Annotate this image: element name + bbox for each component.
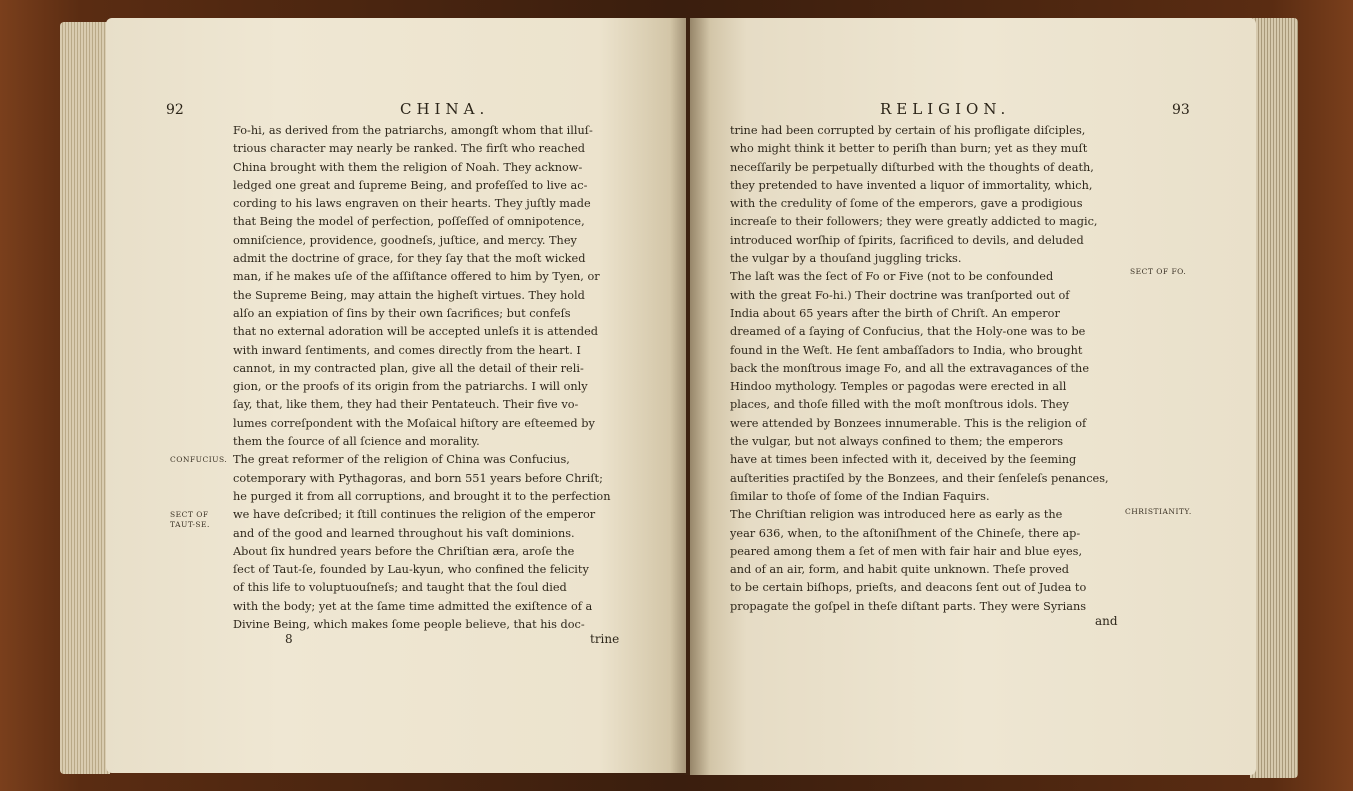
- left-page-line: cannot, in my contracted plan, give all the detail of their reli-: [233, 361, 584, 375]
- right-page-line: introduced worſhip of ſpirits, ſacrificed to devils, and deluded: [730, 233, 1084, 247]
- right-page-line: auſterities practiſed by the Bonzees, and their ſenſeleſs penances,: [730, 471, 1109, 485]
- right-page-line: and of an air, form, and habit quite unknown. Theſe proved: [730, 563, 1070, 577]
- right-page-line: to be certain biſhops, prieſts, and deacons ſent out of Judea to: [730, 581, 1087, 595]
- left-page-text: [233, 122, 615, 634]
- left-page-line: gion, or the proofs of its origin from the patriarchs. I will only: [233, 380, 588, 394]
- running-head-right: RELIGION.: [880, 100, 1011, 118]
- right-page-line: the vulgar by a thouſand juggling tricks.: [730, 252, 962, 266]
- left-page-line: alſo an expiation of ſins by their own ſacrifices; but confeſs: [233, 306, 571, 320]
- running-head-left: CHINA.: [400, 100, 490, 118]
- left-page-line: The great reformer of the religion of China was Confucius,: [233, 453, 570, 467]
- catchword-left: trine: [590, 632, 620, 646]
- left-page-line: the Supreme Being, may attain the higheſt virtues. They hold: [233, 288, 585, 302]
- right-page-line: The laſt was the ſect of Fo or Five (not to be confounded: [730, 270, 1054, 284]
- left-page-line: them the ſource of all ſcience and morality.: [233, 435, 480, 449]
- right-page-line: back the monſtrous image Fo, and all the extravagances of the: [730, 361, 1090, 375]
- left-page-line: ledged one great and ſupreme Being, and profeſſed to live ac-: [233, 178, 588, 192]
- right-page-line: The Chriſtian religion was introduced here as early as the: [730, 508, 1063, 522]
- book-gutter: [670, 18, 710, 775]
- right-page-line: the vulgar, but not always confined to them; the emperors: [730, 435, 1064, 449]
- left-page-line: About ſix hundred years before the Chriſtian æra, aroſe the: [233, 544, 575, 558]
- page-number-left: 92: [166, 102, 184, 118]
- right-page-line: with the great Fo-hi.) Their doctrine was tranſported out of: [730, 288, 1070, 302]
- right-page-line: propagate the goſpel in theſe diſtant parts. They were Syrians: [730, 599, 1087, 613]
- right-page-line: dreamed of a ſaying of Confucius, that the Holy-one was to be: [730, 325, 1086, 339]
- left-page-line: China brought with them the religion of Noah. They acknow-: [233, 160, 583, 174]
- left-page-line: omniſcience, providence, goodneſs, juſtice, and mercy. They: [233, 233, 577, 247]
- right-page-line: were attended by Bonzees innumerable. This is the religion of: [730, 416, 1087, 430]
- catchword-right: and: [1095, 614, 1118, 628]
- right-page-line: Hindoo mythology. Temples or pagodas were erected in all: [730, 380, 1067, 394]
- right-page-line: found in the Weſt. He ſent ambaſſadors to India, who brought: [730, 343, 1083, 357]
- right-page-line: peared among them a ſet of men with fair hair and blue eyes,: [730, 544, 1083, 558]
- left-page-line: Fo-hi, as derived from the patriarchs, amongſt whom that illuſ-: [233, 124, 593, 137]
- left-page-line: and of the good and learned throughout his vaſt dominions.: [233, 526, 575, 540]
- left-page-line: cording to his laws engraven on their hearts. They juſtly made: [233, 197, 591, 211]
- right-page-line: increaſe to their followers; they were greatly addicted to magic,: [730, 215, 1098, 229]
- left-page-line: of this life to voluptuouſneſs; and taught that the ſoul died: [233, 581, 567, 595]
- margin-note-christianity: CHRISTIANITY.: [1125, 507, 1192, 516]
- right-page-edges: [1250, 18, 1298, 778]
- left-page-edges: [60, 22, 110, 774]
- left-page-line: we have deſcribed; it ſtill continues the religion of the emperor: [233, 508, 596, 522]
- right-page-line: who might think it better to periſh than burn; yet as they muſt: [730, 142, 1088, 156]
- margin-note-sect-fo: SECT OF FO.: [1130, 267, 1187, 276]
- right-page-line: have at times been infected with it, deceived by the ſeeming: [730, 453, 1077, 467]
- right-page-line: trine had been corrupted by certain of his profligate diſciples,: [730, 124, 1086, 137]
- left-page-line: ſay, that, like them, they had their Pentateuch. Their five vo-: [233, 398, 579, 412]
- margin-note-confucius: CONFUCIUS.: [170, 455, 228, 464]
- margin-note-sect-taut-se: SECT OF TAUT-SE.: [170, 510, 210, 529]
- right-page-line: they pretended to have invented a liquor of immortality, which,: [730, 178, 1093, 192]
- right-page-line: India about 65 years after the birth of Chriſt. An emperor: [730, 306, 1060, 320]
- right-page-line: places, and thoſe filled with the moſt monſtrous idols. They: [730, 398, 1069, 412]
- left-page-line: cotemporary with Pythagoras, and born 551 years before Chriſt;: [233, 471, 603, 485]
- left-page-line: that Being the model of perfection, poſſeſſed of omnipotence,: [233, 215, 585, 229]
- right-page-line: year 636, when, to the aſtoniſhment of the Chineſe, there ap-: [730, 526, 1081, 540]
- left-page-line: admit the doctrine of grace, for they ſay that the moſt wicked: [233, 252, 586, 266]
- left-page-line: ſect of Taut-ſe, founded by Lau-kyun, who confined the felicity: [233, 563, 589, 577]
- left-page-line: man, if he makes uſe of the aſſiſtance offered to him by Tyen, or: [233, 270, 600, 284]
- left-page-line: that no external adoration will be accepted unleſs it is attended: [233, 325, 599, 339]
- right-page-line: ſimilar to thoſe of ſome of the Indian Faquirs.: [730, 489, 990, 503]
- left-page-line: with inward ſentiments, and comes directly from the heart. I: [233, 343, 581, 357]
- right-page-text: [730, 122, 1116, 616]
- left-page-line: he purged it from all corruptions, and brought it to the perfection: [233, 489, 611, 503]
- right-page-line: with the credulity of ſome of the emperors, gave a prodigious: [730, 197, 1083, 211]
- left-page-line: Divine Being, which makes ſome people believe, that his doc-: [233, 618, 585, 632]
- left-page-line: trious character may nearly be ranked. The firſt who reached: [233, 142, 586, 156]
- left-page-line: with the body; yet at the ſame time admitted the exiſtence of a: [233, 599, 593, 613]
- page-number-right: 93: [1172, 102, 1190, 118]
- right-page-line: neceſſarily be perpetually diſturbed with the thoughts of death,: [730, 160, 1094, 174]
- left-page-line: lumes correſpondent with the Moſaical hiſtory are eſteemed by: [233, 416, 595, 430]
- signature-mark: 8: [285, 632, 293, 646]
